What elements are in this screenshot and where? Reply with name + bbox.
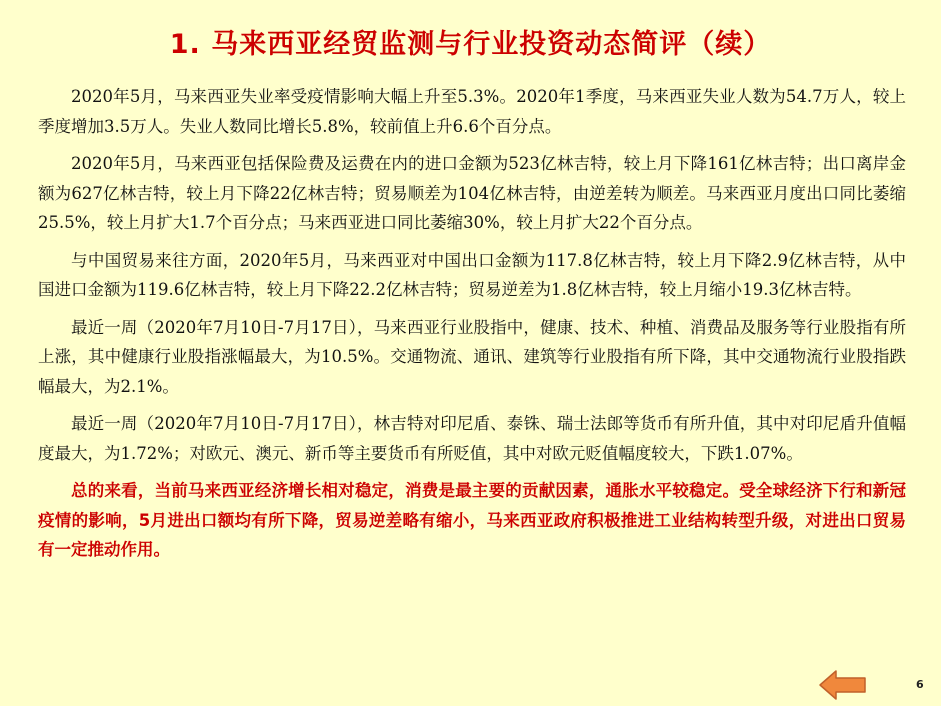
paragraph-currency: 最近一周（2020年7月10日-7月17日），林吉特对印尼盾、泰铢、瑞士法郎等货币有所升值，其中对印尼盾升值幅度最大，为1.72%；对欧元、澳元、新币等主要货币有所贬值，其中对欧元贬值幅度较大，下跌1.07%。: [38, 414, 906, 463]
left-arrow-icon: [818, 668, 868, 702]
back-button[interactable]: [818, 668, 868, 702]
slide-content: [38, 82, 906, 573]
paragraph-stock-index: 最近一周（2020年7月10日-7月17日），马来西亚行业股指中，健康、技术、种植、消费品及服务等行业股指有所上涨，其中健康行业股指涨幅最大，为10.5%。交通物流、通讯、建筑等行业股指有所下降，其中交通物流行业股指跌幅最大，为2.1%。: [38, 317, 906, 396]
paragraph-summary: 总的来看，当前马来西亚经济增长相对稳定，消费是最主要的贡献因素，通胀水平较稳定。受全球经济下行和新冠疫情的影响，5月进出口额均有所下降，贸易逆差略有缩小，马来西亚政府积极推进工业结构转型升级，对进出口贸易有一定推动作用。: [38, 481, 906, 559]
paragraph-trade: 2020年5月，马来西亚包括保险费及运费在内的进口金额为523亿林吉特，较上月下降161亿林吉特；出口离岸金额为627亿林吉特，较上月下降22亿林吉特；贸易顺差为104亿林吉特，由逆差转为顺差。马来西亚月度出口同比萎缩25.5%，较上月扩大1.7个百分点；马来西亚进口同比萎缩30%，较上月扩大22个百分点。: [38, 154, 906, 232]
paragraph-unemployment: 2020年5月，马来西亚失业率受疫情影响大幅上升至5.3%。2020年1季度，马来西亚失业人数为54.7万人，较上季度增加3.5万人。失业人数同比增长5.8%，较前值上升6.6个百分点。: [38, 87, 906, 136]
paragraph-china-trade: 与中国贸易来往方面，2020年5月，马来西亚对中国出口金额为117.8亿林吉特，较上月下降2.9亿林吉特，从中国进口金额为119.6亿林吉特，较上月下降22.2亿林吉特；贸易逆差为1.8亿林吉特，较上月缩小19.3亿林吉特。: [38, 250, 906, 299]
slide-title: 1. 马来西亚经贸监测与行业投资动态简评（续）: [169, 29, 772, 60]
page-number: 6: [916, 678, 924, 691]
